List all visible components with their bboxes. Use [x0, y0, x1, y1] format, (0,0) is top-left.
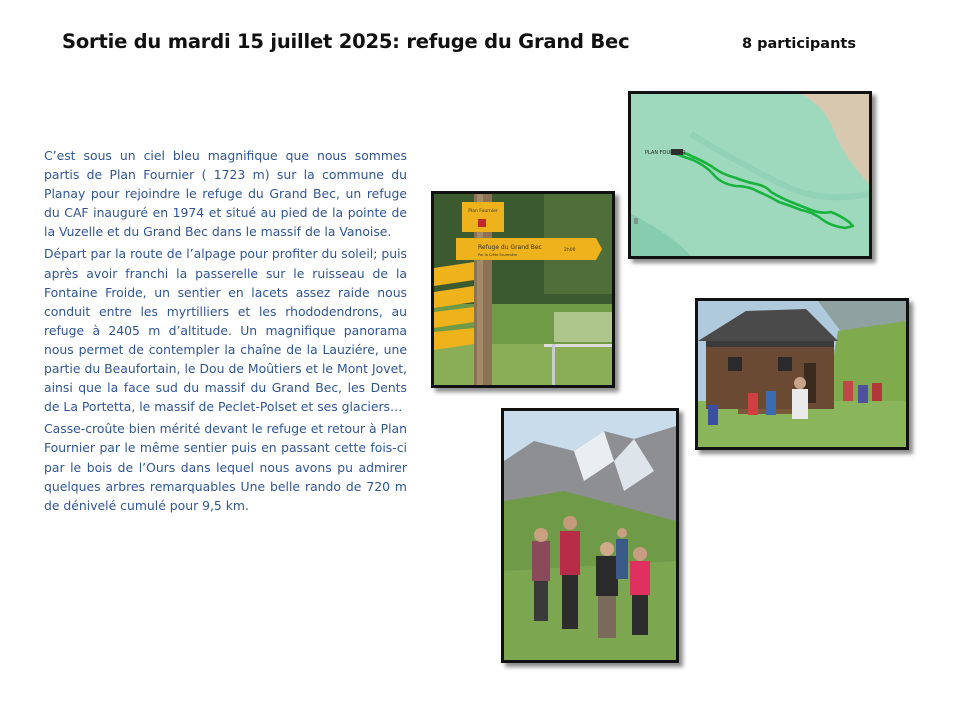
map-start-label: PLAN FOURNIER: [645, 150, 686, 156]
group-photo: [501, 408, 679, 663]
participants-count: 8 participants: [742, 36, 856, 52]
article-paragraph-3: Casse-croûte bien mérité devant le refuge et retour à Plan Fournier par le même sentier puis en passant cette fois-ci par le bois de l’Ours dans lequel nous avons pu admirer quelques arbres remarquables Une belle rando de 720 m de dénivelé cumulé pour 9,5 km.: [44, 421, 407, 513]
page-title: Sortie du mardi 15 juillet 2025: refuge du Grand Bec: [62, 30, 630, 53]
sign-top-label: Plan Fournier: [468, 209, 498, 214]
signpost-image: [434, 194, 612, 385]
route-map-photo: [628, 91, 872, 259]
article-paragraph-1: C’est sous un ciel bleu magnifique que nous sommes partis de Plan Fournier ( 1723 m) sur la commune du Planay pour rejoindre le refuge du Grand Bec, un refuge du CAF inauguré en 1974 et situé au pied de la pointe de la Vuzelle et du Grand Bec dans le massif de la Vanoise.: [44, 148, 407, 240]
signpost-photo: [431, 191, 615, 388]
sign-main-sub: Par la Crête Fourmière: [478, 253, 518, 257]
route-map-image: [631, 94, 869, 256]
article-paragraph-2: Départ par la route de l’alpage pour profiter du soleil; puis après avoir franchi la passerelle sur le ruisseau de la Fontaine Froide, un sentier en lacets assez raide nous conduit entre les myrtilliers et les rhododendrons, au refuge à 2405 m d’altitude. Un magnifique panorama nous permet de contempler la chaîne de la Lauziére, une partie du Beaufortain, le Dou de Moûtiers et le Mont Jovet, ainsi que la face sud du massif du Grand Bec, les Dents de La Portetta, le massif de Peclet-Polset et ses glaciers…: [44, 246, 407, 415]
refuge-image: [698, 301, 906, 447]
group-image: [504, 411, 676, 660]
article-text: [44, 146, 407, 518]
sign-main-time: 2h00: [564, 248, 576, 253]
sign-main-label: Refuge du Grand Bec: [478, 244, 542, 251]
refuge-photo: [695, 298, 909, 450]
